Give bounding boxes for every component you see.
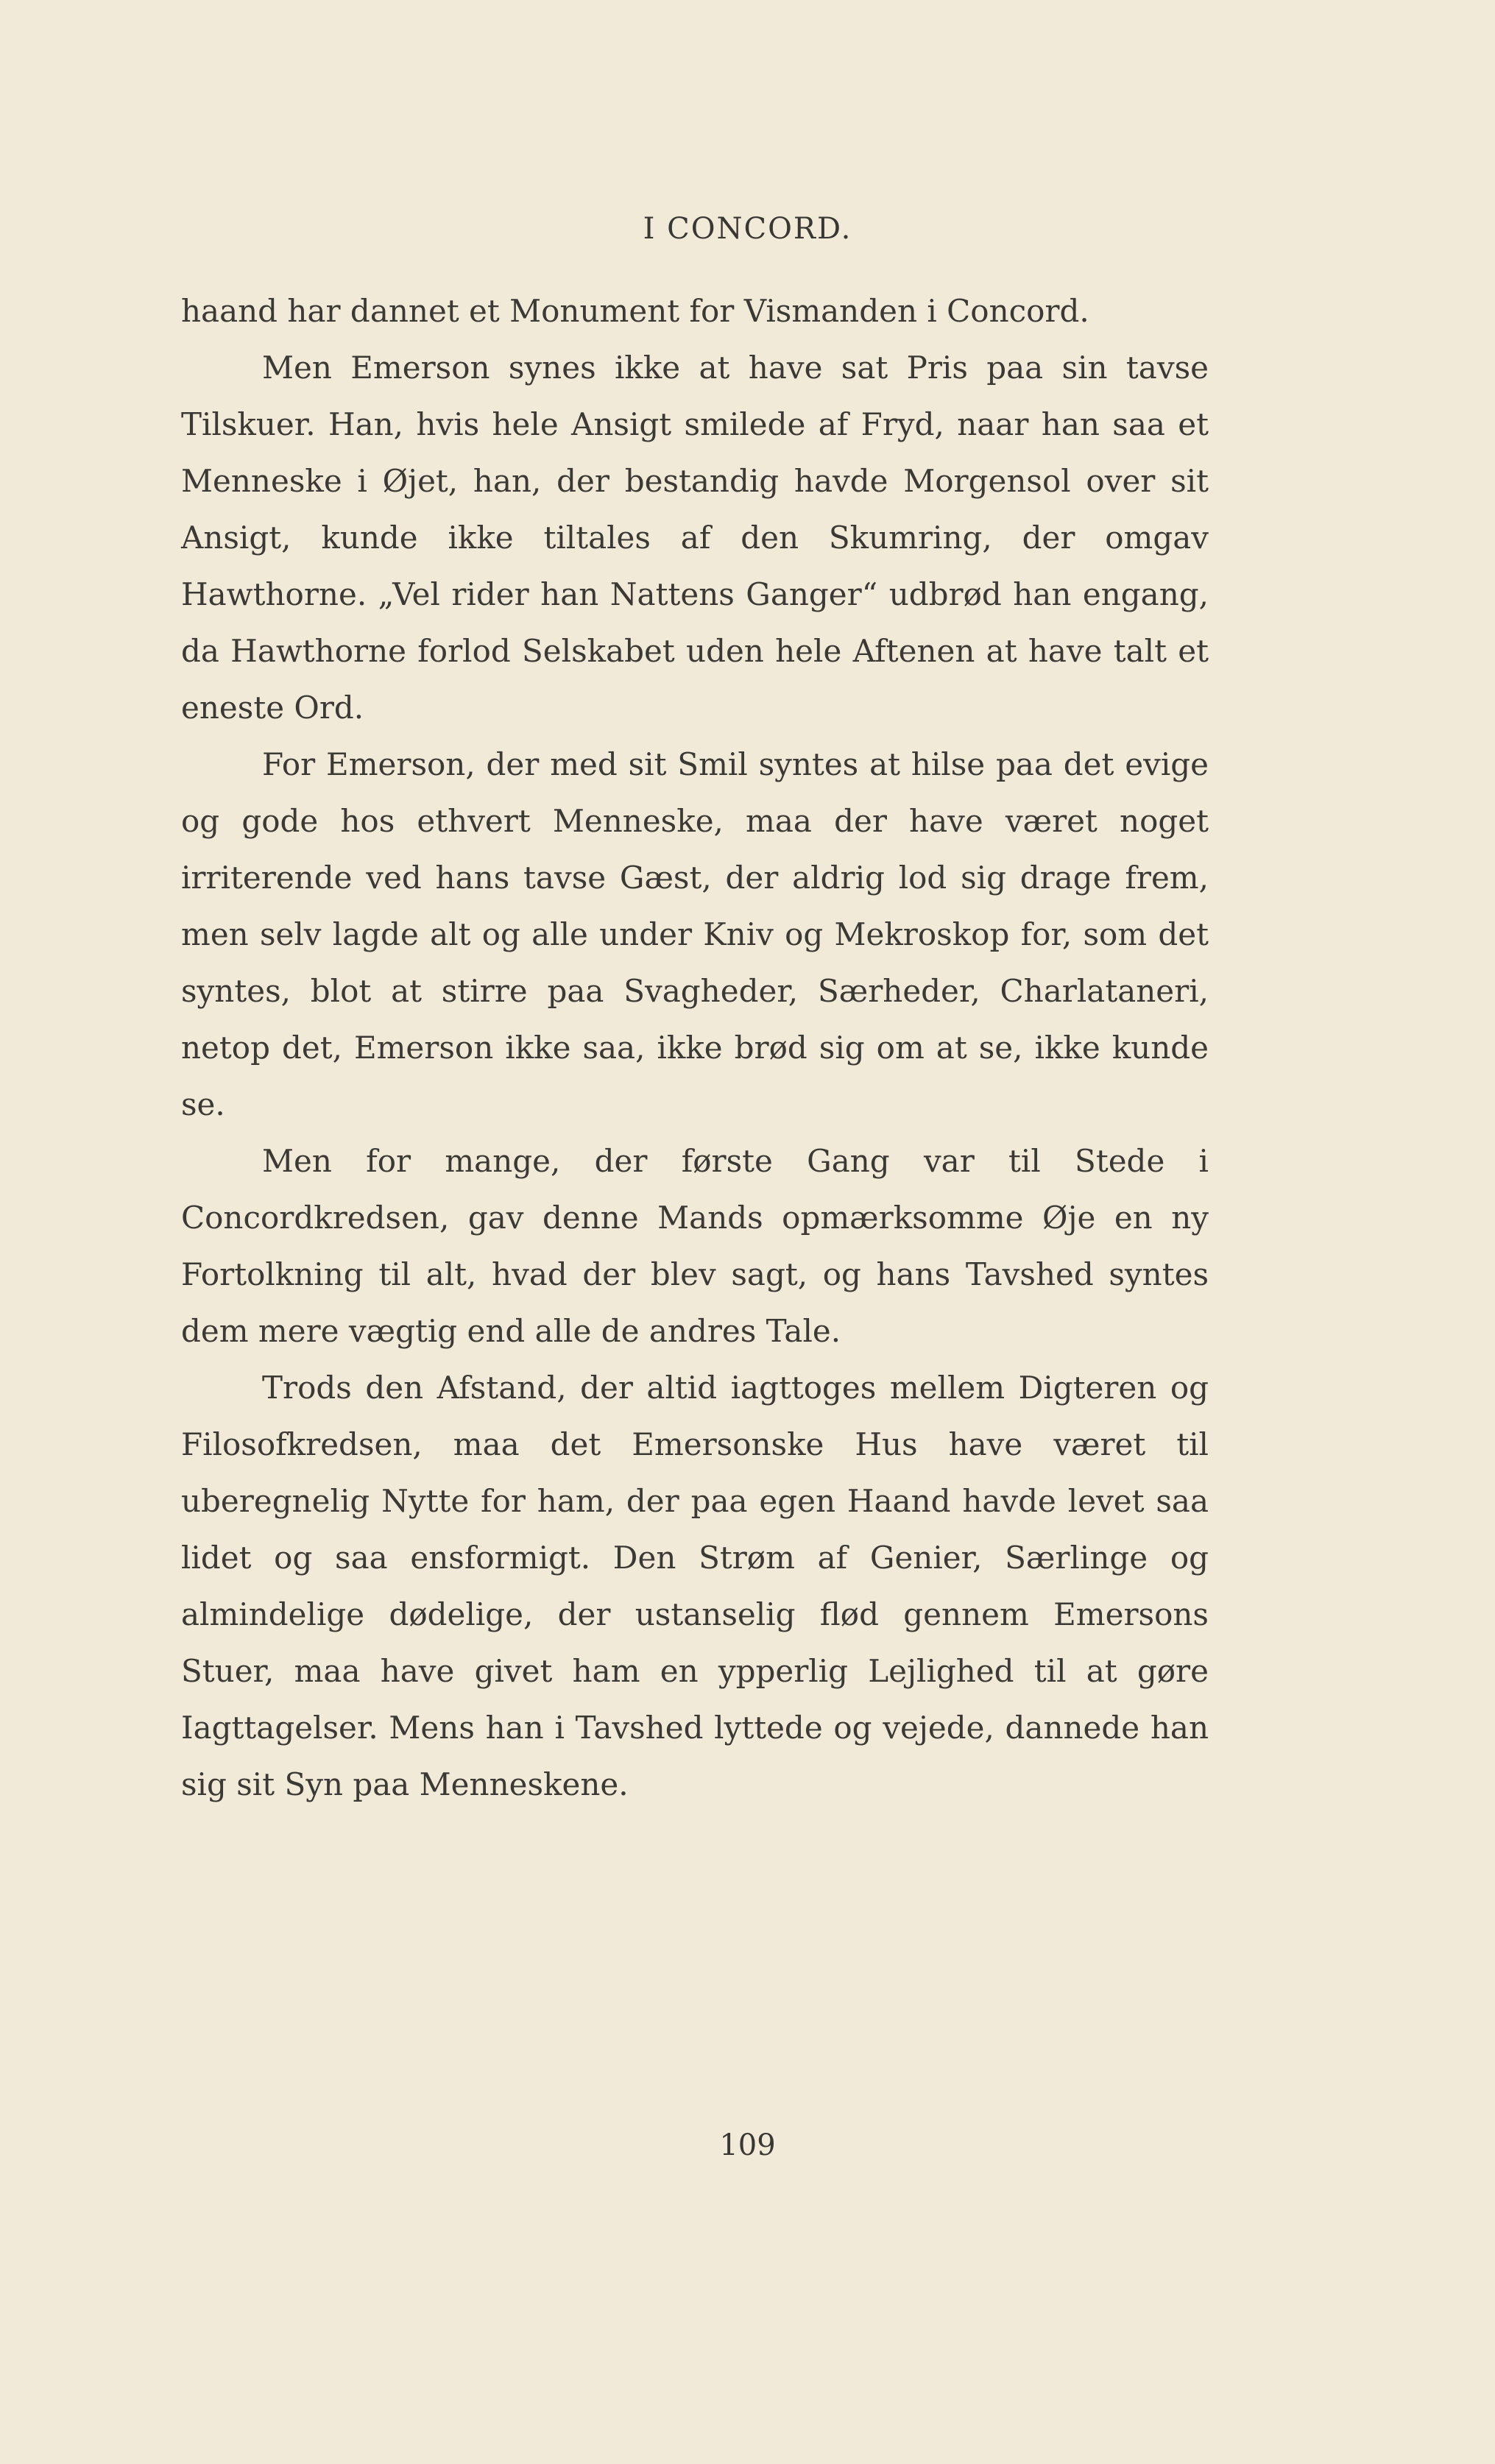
paragraph: Men for mange, der første Gang var til Stede i Concordkredsen, gav denne Mands opmærksomme Øje en ny Fortolkning til alt, hvad der blev sagt, og hans Tavshed syntes dem mere vægtig end alle de andres Tale. [181,1143,1209,1349]
body-text [181,283,1209,1813]
paragraph: Men Emerson synes ikke at have sat Pris paa sin tavse Tilskuer. Han, hvis hele Ansigt smilede af Fryd, naar han saa et Menneske i Øjet, han, der bestandig havde Morgensol over sit Ansigt, kunde ikke tiltales af den Skumring, der omgav Hawthorne. „Vel rider han Nattens Ganger“ udbrød han engang, da Hawthorne forlod Selskabet uden hele Aftenen at have talt et eneste Ord. [181,350,1209,726]
running-head: I CONCORD. [643,212,852,246]
paragraph: haand har dannet et Monument for Vismanden i Concord. [181,293,1089,329]
paragraph: For Emerson, der med sit Smil syntes at hilse paa det evige og gode hos ethvert Menneske, maa der have været noget irriterende ved hans tavse Gæst, der aldrig lod sig drage frem, men selv lagde alt og alle under Kniv og Mekroskop for, som det syntes, blot at stirre paa Svagheder, Særheder, Charlataneri, netop det, Emerson ikke saa, ikke brød sig om at se, ikke kunde se. [181,746,1209,1122]
paragraph: Trods den Afstand, der altid iagttoges mellem Digteren og Filosofkredsen, maa det Emersonske Hus have været til uberegnelig Nytte for ham, der paa egen Haand havde levet saa lidet og saa ensformigt. Den Strøm af Genier, Særlinge og almindelige dødelige, der ustanselig flød gennem Emersons Stuer, maa have givet ham en ypperlig Lejlighed til at gøre Iagttagelser. Mens han i Tavshed lyttede og vejede, dannede han sig sit Syn paa Menneskene. [181,1370,1209,1802]
page-number: 109 [719,2128,776,2162]
